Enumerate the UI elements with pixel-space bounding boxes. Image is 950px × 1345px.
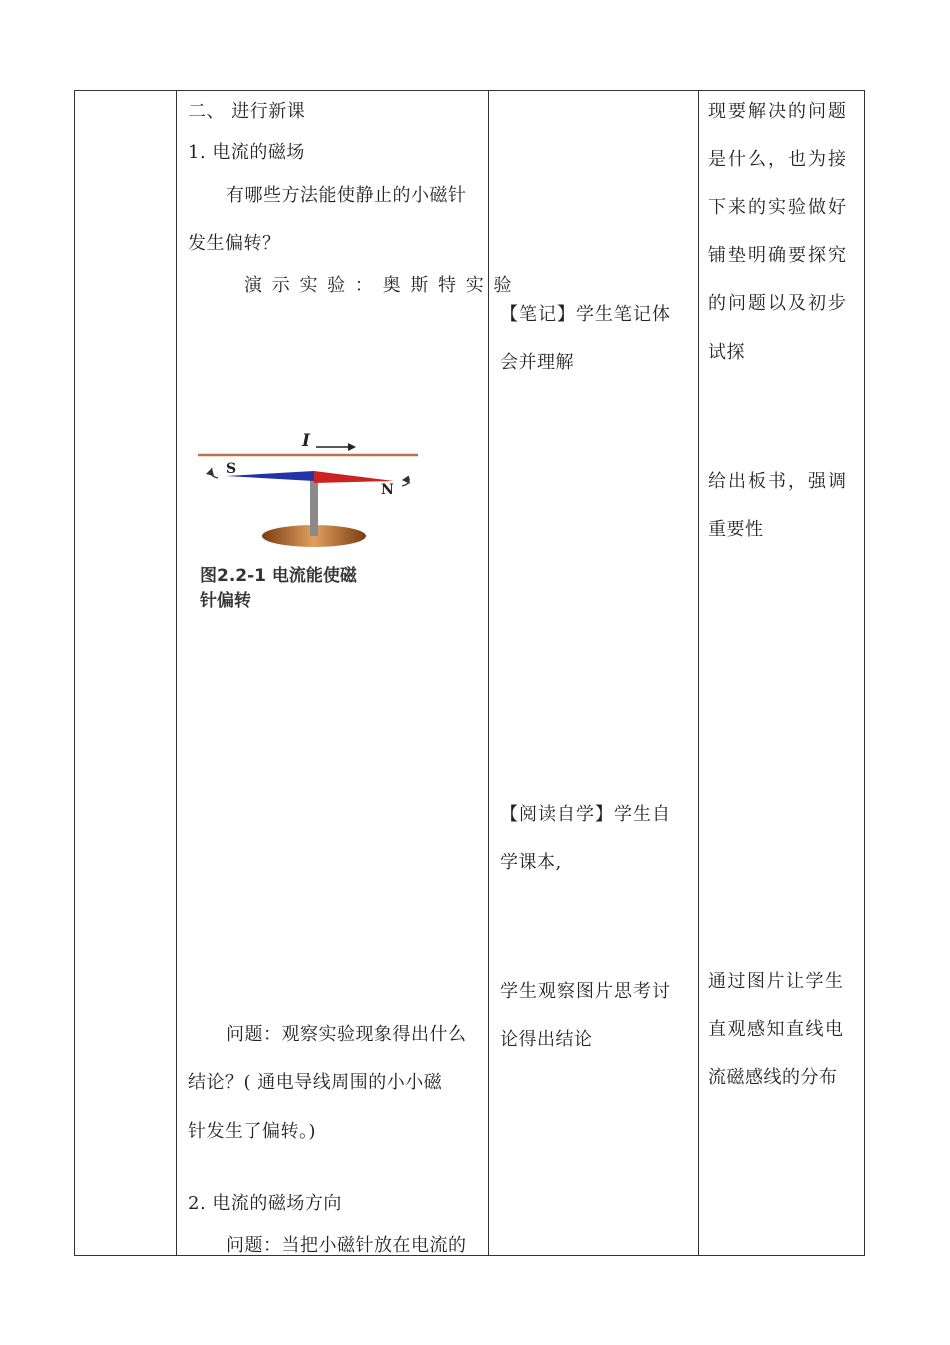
needle-north-half [314, 471, 394, 483]
current-arrowhead [348, 443, 356, 451]
rotation-arrow-left [206, 468, 214, 476]
goal-line-1: 现要解决的问题 [708, 101, 848, 122]
n-pole-label: N [381, 482, 394, 498]
observe-activity-line-2: 论得出结论 [500, 1029, 593, 1050]
note-activity-line-2: 会并理解 [500, 352, 574, 373]
section-1-title: 1. 电流的磁场 [188, 142, 305, 163]
needle-south-half [226, 471, 314, 481]
current-label: I [302, 431, 310, 451]
goal-line-2: 是什么，也为接 [708, 149, 848, 170]
board-line-1: 给出板书，强调 [708, 471, 848, 492]
question-1-line-2: 发生偏转？ [188, 233, 281, 254]
picture-intent-line-1: 通过图片让学生 [708, 971, 845, 992]
section-2-title: 2. 电流的磁场方向 [188, 1193, 342, 1214]
oersted-figure [196, 426, 426, 611]
reading-activity-line-2: 学课本, [500, 852, 562, 873]
figure-caption-line-1: 图2.2-1 电流能使磁 [200, 566, 357, 586]
demo-experiment-label: 演 示 实 验 ： 奥 斯 特 实 验 [244, 275, 514, 296]
note-activity-line-1: 【笔记】学生笔记体 [500, 304, 671, 325]
question-2-line-2: 结论？( 通电导线周围的小小磁 [188, 1072, 443, 1093]
goal-line-5: 的问题以及初步 [708, 293, 848, 314]
lesson-table [74, 90, 865, 1256]
reading-activity-line-1: 【阅读自学】学生自 [500, 804, 671, 825]
compass-post [310, 478, 318, 536]
s-pole-label: S [226, 461, 237, 477]
picture-intent-line-3: 流磁感线的分布 [708, 1067, 838, 1088]
observe-activity-line-1: 学生观察图片思考讨 [500, 981, 671, 1002]
student-activity-cell [488, 91, 698, 1255]
compass-needle-diagram [196, 426, 426, 556]
goal-line-6: 试探 [708, 342, 745, 363]
question-2-line-1: 问题：观察实验现象得出什么 [226, 1024, 467, 1045]
teaching-content-cell [176, 91, 514, 1256]
design-intent-cell [698, 91, 864, 1255]
board-line-2: 重要性 [708, 519, 764, 540]
goal-line-4: 铺垫明确要探究 [708, 245, 848, 266]
goal-line-3: 下来的实验做好 [708, 197, 848, 218]
picture-intent-line-2: 直观感知直线电 [708, 1019, 845, 1040]
figure-caption-line-2: 针偏转 [200, 591, 251, 611]
question-3-line-1: 问题：当把小磁针放在电流的 [226, 1235, 467, 1256]
section-heading: 二、 进行新课 [188, 101, 306, 122]
question-1-line-1: 有哪些方法能使静止的小磁针 [226, 185, 467, 206]
question-2-line-3: 针发生了偏转。) [188, 1121, 317, 1142]
